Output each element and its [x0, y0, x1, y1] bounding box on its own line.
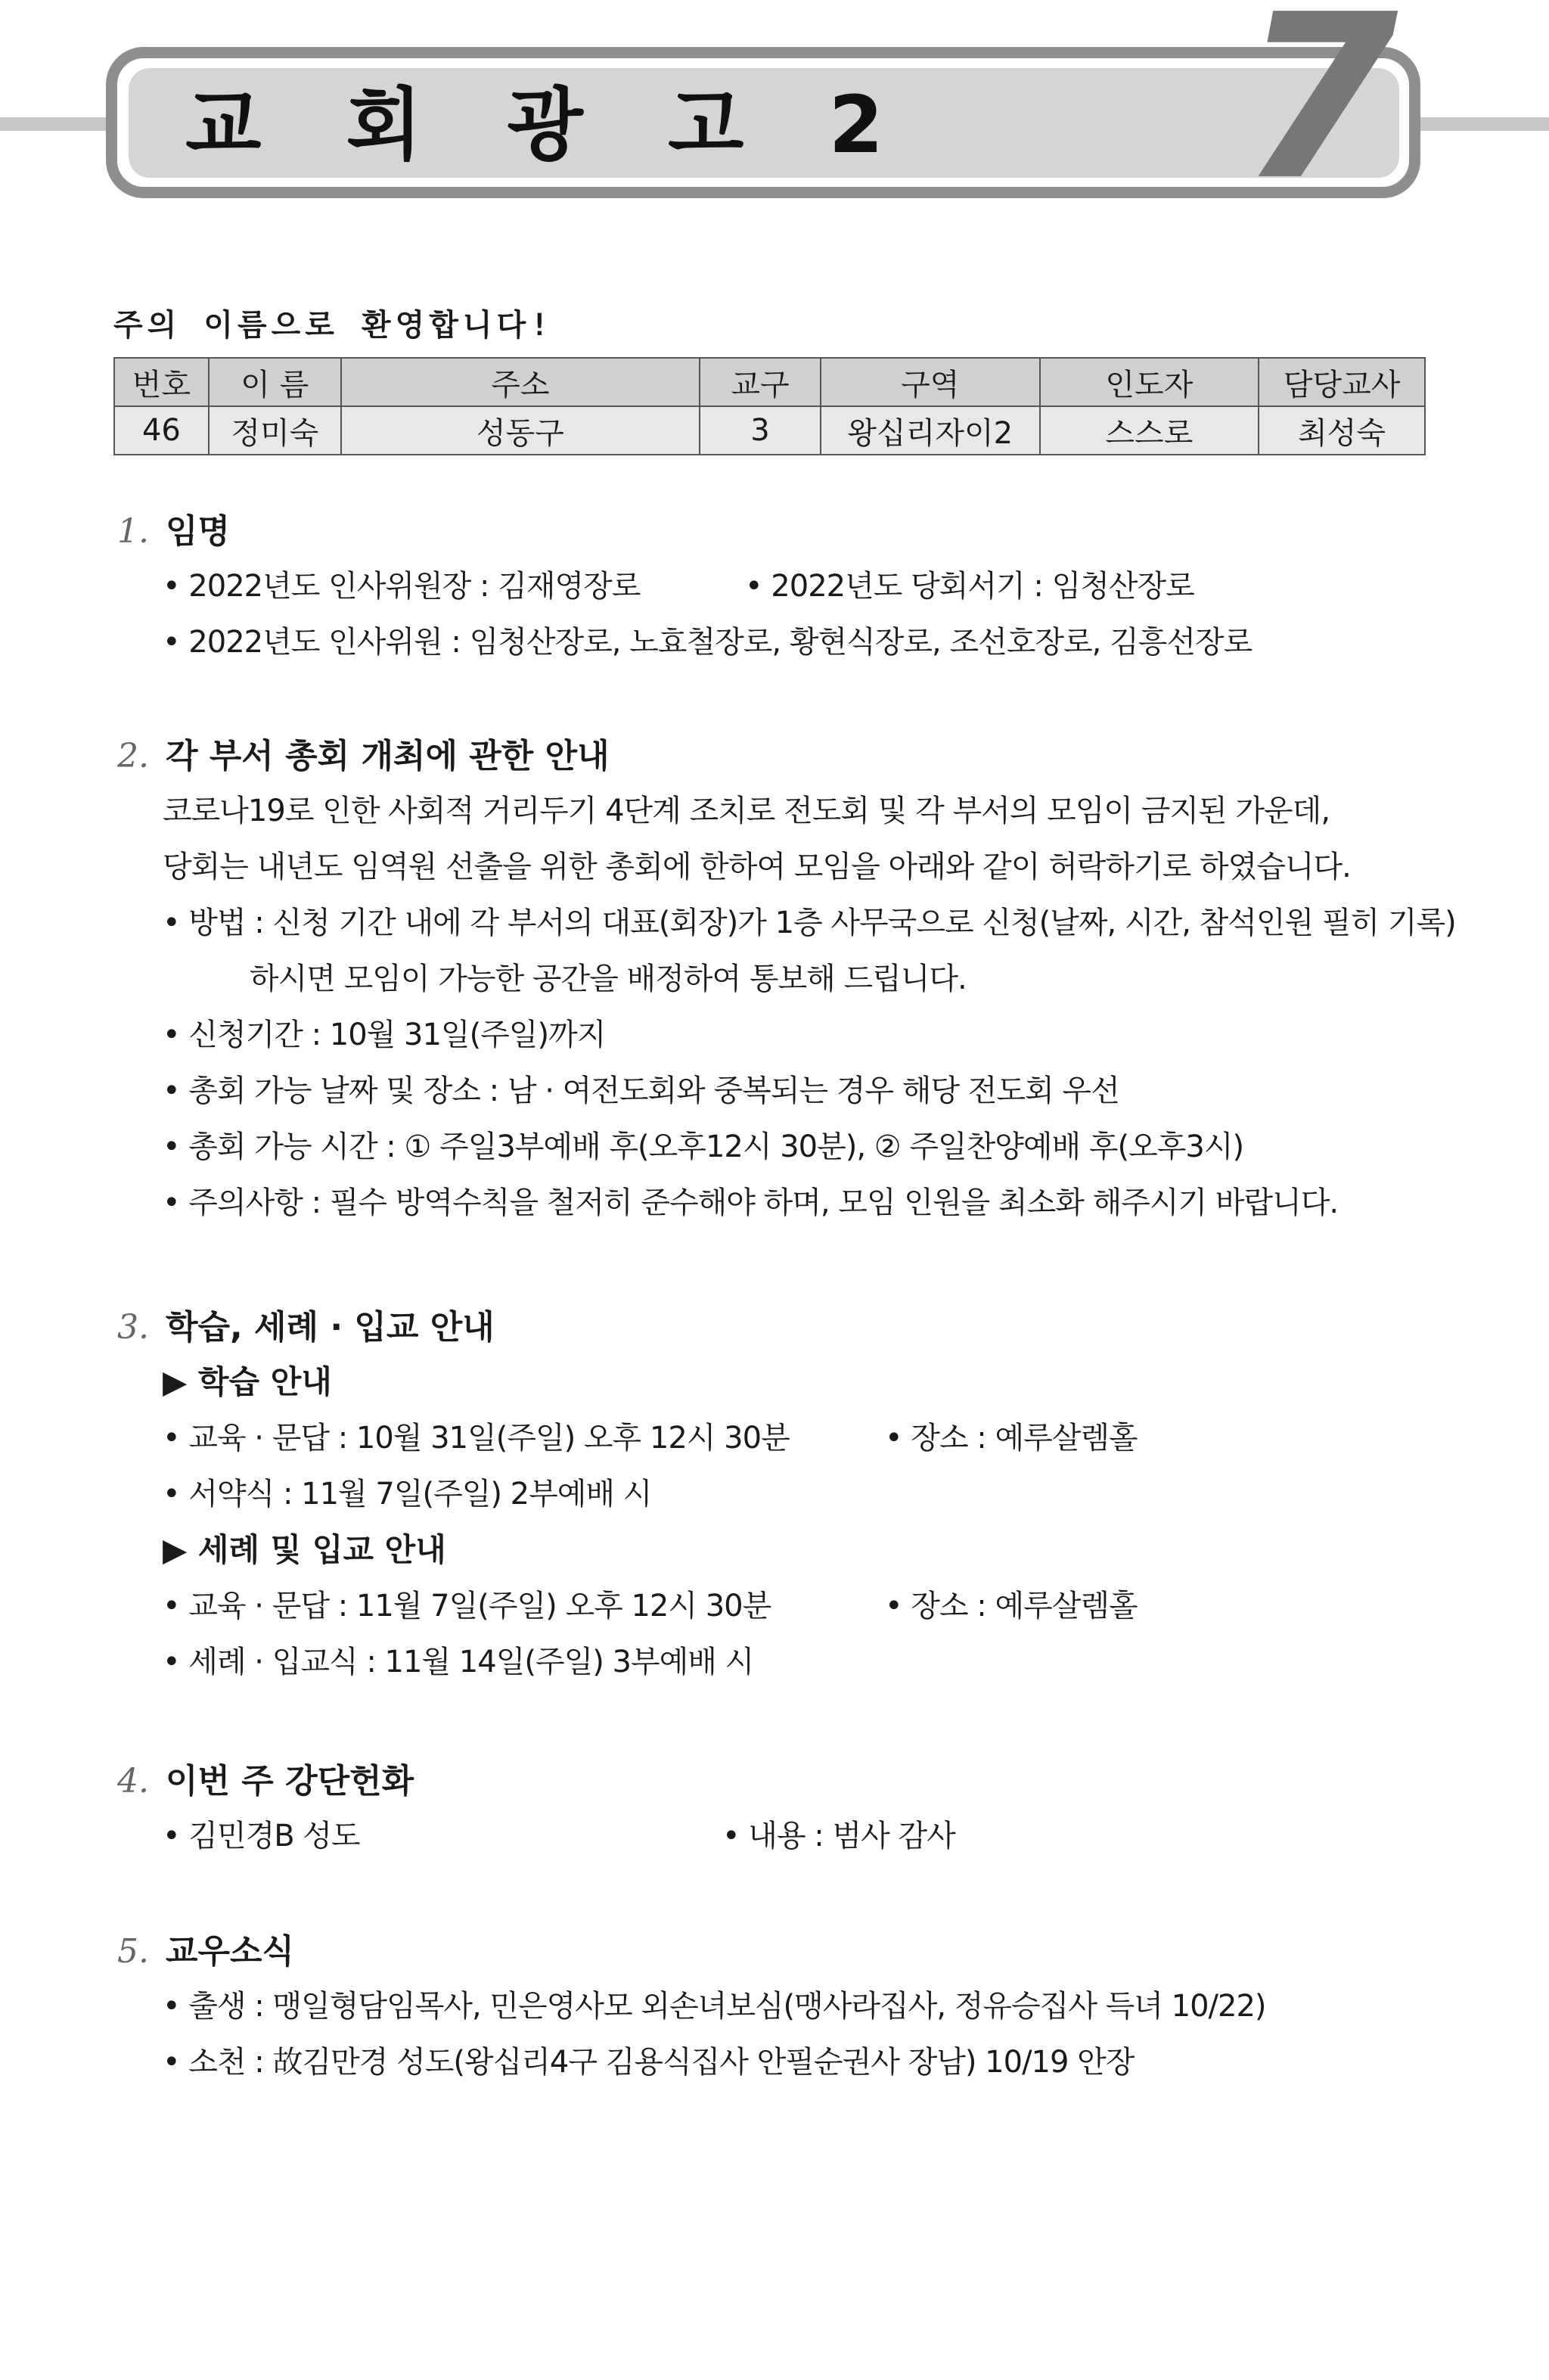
section-title — [117, 730, 1456, 783]
table-header: 교구 — [700, 358, 821, 406]
list-item — [117, 558, 1252, 614]
table-header: 인도자 — [1040, 358, 1259, 406]
subsection-title: ▶ 학습 안내 — [163, 1363, 332, 1400]
list-item-text: • 교육 · 문답 : 11월 7일(주일) 오후 12시 30분 — [163, 1589, 771, 1623]
list-item: • 2022년도 인사위원 : 임청산장로, 노효철장로, 황현식장로, 조선호장로, 김흥선장로 — [163, 625, 1253, 660]
table-cell: 3 — [700, 406, 821, 455]
section-member-news — [117, 1925, 1266, 2090]
table-header: 번호 — [114, 358, 209, 406]
section-appointments — [117, 505, 1252, 670]
page-title: 교 회 광 고 2 — [185, 79, 913, 171]
section-number: 2. — [117, 737, 149, 775]
list-item-text: • 장소 : 예루살렘홀 — [885, 1589, 1138, 1623]
list-item-continued: 하시면 모임이 가능한 공간을 배정하여 통보해 드립니다. — [250, 962, 967, 996]
section-title — [117, 1925, 1266, 1978]
table-cell: 스스로 — [1040, 406, 1259, 455]
table-cell: 성동구 — [341, 406, 700, 455]
section-number: 5. — [117, 1932, 149, 1971]
list-item-text: • 2022년도 당회서기 : 임청산장로 — [745, 569, 1194, 604]
welcome-heading: 주의 이름으로 환영합니다! — [113, 308, 554, 343]
table-row — [114, 406, 1425, 455]
list-item: • 출생 : 맹일형담임목사, 민은영사모 외손녀보심(맹사라집사, 정유승집사 득녀 10/22) — [163, 1989, 1266, 2024]
section-baptism — [117, 1301, 1138, 1690]
section-number: 1. — [117, 512, 149, 551]
list-item: • 세례 · 입교식 : 11월 14일(주일) 3부예배 시 — [163, 1645, 754, 1679]
section-altar-flowers — [117, 1755, 955, 1864]
list-item — [117, 1578, 1138, 1634]
list-item-text: • 내용 : 범사 감사 — [722, 1819, 955, 1853]
list-item-text: • 교육 · 문답 : 10월 31일(주일) 오후 12시 30분 — [163, 1421, 790, 1456]
table-cell: 왕십리자이2 — [821, 406, 1040, 455]
section-title-text: 이번 주 강단헌화 — [165, 1762, 414, 1801]
list-item: • 주의사항 : 필수 방역수칙을 철저히 준수해야 하며, 모임 인원을 최소화 해주시기 바랍니다. — [163, 1185, 1339, 1220]
section-title-text: 각 부서 총회 개최에 관한 안내 — [165, 737, 610, 775]
list-item-text: • 2022년도 인사위원장 : 김재영장로 — [163, 569, 641, 604]
list-item: • 총회 가능 시간 : ① 주일3부예배 후(오후12시 30분), ② 주일찬양예배 후(오후3시) — [163, 1129, 1244, 1164]
list-item-text: • 김민경B 성도 — [163, 1819, 360, 1853]
subsection-title: ▶ 세례 및 입교 안내 — [163, 1531, 446, 1568]
table-header: 주소 — [341, 358, 700, 406]
paragraph: 당회는 내년도 임역원 선출을 위한 총회에 한하여 모임을 아래와 같이 허락하기로 하였습니다. — [163, 850, 1351, 884]
section-title-text: 교우소식 — [165, 1932, 294, 1971]
table-cell: 46 — [114, 406, 209, 455]
section-title-text: 임명 — [165, 512, 230, 551]
page-number: 7 — [1240, 0, 1398, 230]
new-members-table — [113, 357, 1426, 455]
table-header: 담당교사 — [1259, 358, 1425, 406]
section-number: 4. — [117, 1762, 149, 1801]
list-item — [117, 1410, 1138, 1466]
table-header-row — [114, 358, 1425, 406]
list-item: • 총회 가능 날짜 및 장소 : 남 · 여전도회와 중복되는 경우 해당 전도회 우선 — [163, 1073, 1119, 1108]
table-cell: 정미숙 — [209, 406, 341, 455]
list-item: • 소천 : 故김만경 성도(왕십리4구 김용식집사 안필순권사 장남) 10/19 안장 — [163, 2045, 1135, 2080]
section-title — [117, 505, 1252, 558]
section-title — [117, 1755, 414, 1808]
section-title-text: 학습, 세례 · 입교 안내 — [165, 1308, 495, 1347]
paragraph: 코로나19로 인한 사회적 거리두기 4단계 조치로 전도회 및 각 부서의 모임이 금지된 가운데, — [163, 794, 1330, 828]
table-header: 이 름 — [209, 358, 341, 406]
table-header: 구역 — [821, 358, 1040, 406]
list-item: • 방법 : 신청 기간 내에 각 부서의 대표(회장)가 1층 사무국으로 신청(날짜, 시간, 참석인원 필히 기록) — [163, 906, 1456, 940]
section-title — [117, 1301, 790, 1354]
list-item — [117, 1808, 955, 1864]
section-number: 3. — [117, 1308, 149, 1347]
list-item: • 신청기간 : 10월 31일(주일)까지 — [163, 1018, 606, 1052]
table-cell: 최성숙 — [1259, 406, 1425, 455]
list-item-text: • 장소 : 예루살렘홀 — [885, 1421, 1138, 1456]
list-item: • 서약식 : 11월 7일(주일) 2부예배 시 — [163, 1477, 652, 1512]
section-general-assembly — [117, 730, 1456, 1231]
